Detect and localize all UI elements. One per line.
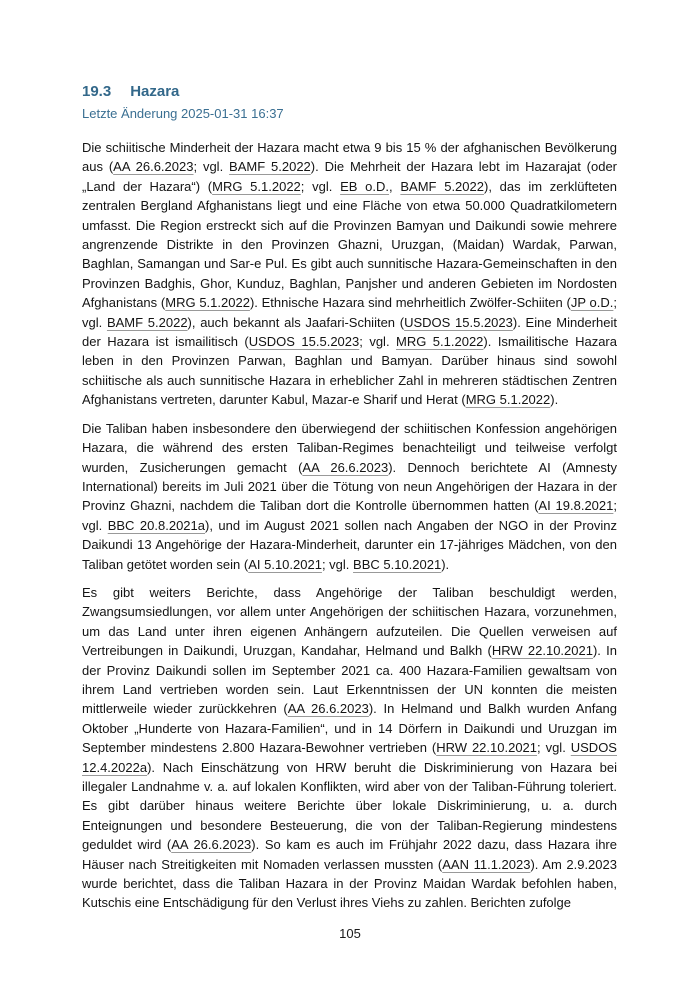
paragraph: Die Taliban haben insbesondere den überwiegend der schiitischen Konfession angehörigen Hazara, die während des ersten Taliban-Regimes benachteiligt und teilweise verfolgt wurden, Zusicherungen gemacht (AA 26.6.2023). Dennoch berichtete AI (Amnesty International) bereits im Juli 2021 über die Tötung von neun Angehörigen der Hazara in der Provinz Ghazni, nachdem die Taliban dort die Kontrolle übernommen hatten (AI 19.8.2021; vgl. BBC 20.8.2021a), und im August 2021 sollen nach Angaben der NGO in der Provinz Daikundi 13 Angehörige der Hazara-Minderheit, darunter ein 17-jähriges Mädchen, von den Taliban getötet worden sein (AI 5.10.2021; vgl. BBC 5.10.2021). [82,420,617,572]
citation-link[interactable]: MRG 5.1.2022 [396,334,484,350]
citation-link[interactable]: BBC 5.10.2021 [353,556,442,572]
citation-link[interactable]: JP o.D. [570,295,614,311]
citation-link[interactable]: MRG 5.1.2022 [465,392,551,408]
citation-link[interactable]: MRG 5.1.2022 [165,295,250,311]
section-heading [82,83,617,101]
citation-link[interactable]: USDOS 15.5.2023 [248,334,360,350]
citation-link[interactable]: BAMF 5.2022 [400,178,484,194]
citation-link[interactable]: BAMF 5.2022 [106,314,188,330]
last-change-note: Letzte Änderung 2025-01-31 16:37 [82,106,284,121]
citation-link[interactable]: USDOS 12.4.2022a [82,740,617,775]
citation-link[interactable]: AI 19.8.2021 [538,498,614,514]
citation-link[interactable]: MRG 5.1.2022 [212,178,301,194]
citation-link[interactable]: AAN 11.1.2023 [442,856,531,872]
citation-link[interactable]: BAMF 5.2022 [229,159,311,175]
page-content [82,83,617,913]
citation-link[interactable]: EB o.D. [340,178,390,194]
section-title: Hazara [130,83,180,100]
citation-link[interactable]: HRW 22.10.2021 [436,740,538,756]
citation-link[interactable]: HRW 22.10.2021 [491,643,593,659]
citation-link[interactable]: AA 26.6.2023 [302,459,389,475]
citation-link[interactable]: BBC 20.8.2021a [107,517,205,533]
citation-link[interactable]: AA 26.6.2023 [113,159,194,175]
citation-link[interactable]: AI 5.10.2021 [248,556,322,572]
page-number: 105 [339,926,361,941]
citation-link[interactable]: AA 26.6.2023 [171,837,252,853]
citation-link[interactable]: AA 26.6.2023 [287,701,369,717]
paragraph: Die schiitische Minderheit der Hazara macht etwa 9 bis 15 % der afghanischen Bevölkerung aus (AA 26.6.2023; vgl. BAMF 5.2022). Die Mehrheit der Hazara lebt im Hazarajat (oder „Land der Hazara“) (MRG 5.1.2022; vgl. EB o.D., BAMF 5.2022), das im zerklüfteten zentralen Bergland Afghanistans liegt und eine Fläche von etwa 50.000 Quadratkilometern umfasst. Die Region erstreckt sich auf die Provinzen Bamyan und Daikundi sowie mehrere angrenzende Distrikte in den Provinzen Ghazni, Uruzgan, (Maidan) Wardak, Parwan, Baghlan, Samangan und Sar-e Pul. Es gibt auch sunnitische Hazara-Gemeinschaften in den Provinzen Badghis, Ghor, Kunduz, Baghlan, Panjsher und anderen Gebieten im Nordosten Afghanistans (MRG 5.1.2022). Ethnische Hazara sind mehrheitlich Zwölfer-Schiiten (JP o.D.; vgl. BAMF 5.2022), auch bekannt als Jaafari-Schiiten (USDOS 15.5.2023). Eine Minderheit der Hazara ist ismailitisch (USDOS 15.5.2023; vgl. MRG 5.1.2022). Ismailitische Hazara leben in den Provinzen Parwan, Baghlan und Bamyan. Darüber hinaus sind sowohl schiitische als auch sunnitische Hazara in erheblicher Zahl in mehreren städtischen Zentren Afghanistans vertreten, darunter Kabul, Mazar-e Sharif und Herat (MRG 5.1.2022). [82,140,618,408]
citation-link[interactable]: USDOS 15.5.2023 [404,314,513,330]
body-text [82,138,617,913]
paragraph: Es gibt weiters Berichte, dass Angehörige der Taliban beschuldigt werden, Zwangsumsiedlungen, vor allem unter Angehörigen der schiitischen Hazara, vorzunehmen, um das Land unter ihren eigenen Anhängern aufzuteilen. Die Quellen verweisen auf Vertreibungen in Daikundi, Uruzgan, Kandahar, Helmand und Balkh (HRW 22.10.2021). In der Provinz Daikundi sollen im September 2021 ca. 400 Hazara-Familien gewaltsam von ihrem Land vertrieben worden sein. Laut Erkenntnissen der UN konnten die meisten mittlerweile wieder zurückkehren (AA 26.6.2023). In Helmand und Balkh wurden Anfang Oktober „Hunderte von Hazara-Familien“, und in 14 Dörfern in Daikundi und Uruzgan im September mindestens 2.800 Hazara-Bewohner vertrieben (HRW 22.10.2021; vgl. USDOS 12.4.2022a). Nach Einschätzung von HRW beruht die Diskriminierung von Hazara bei illegaler Landnahme v. a. auf lokalen Konflikten, wird aber von der Taliban-Führung toleriert. Es gibt darüber hinaus weitere Berichte über lokale Diskriminierung, u. a. durch Enteignungen und besondere Besteuerung, die von der Taliban-Regierung mindestens geduldet wird (AA 26.6.2023). So kam es auch im Frühjahr 2022 dazu, dass Hazara ihre Häuser nach Streitigkeiten mit Nomaden verlassen mussten (AAN 11.1.2023). Am 2.9.2023 wurde berichtet, dass die Taliban Hazara in der Provinz Maidan Wardak befohlen haben, Kutschis eine Entschädigung für den Verlust ihres Viehs zu zahlen. Berichten zufolge [82,584,618,911]
section-number: 19.3 [82,83,112,100]
